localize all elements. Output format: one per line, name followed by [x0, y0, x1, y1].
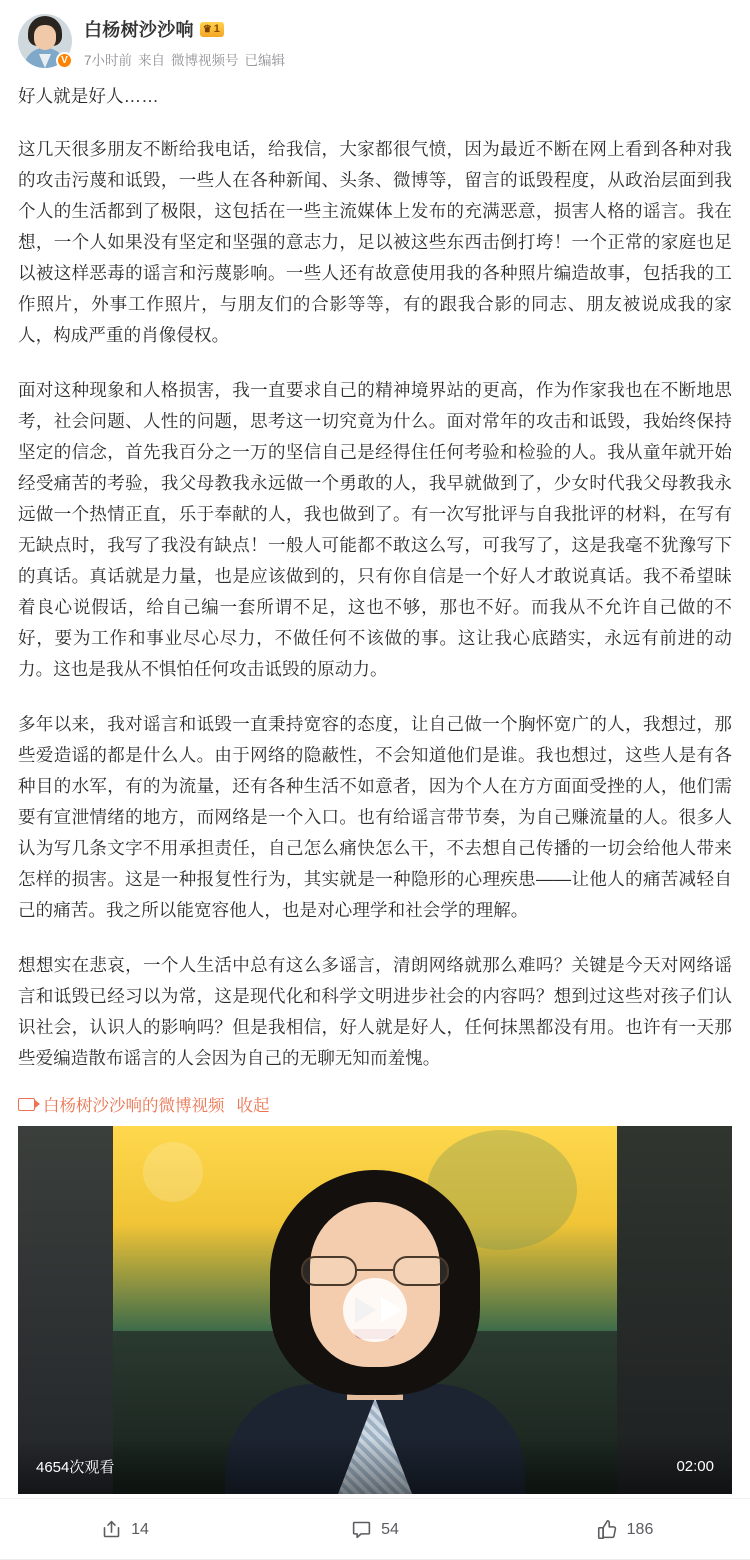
video-icon: [18, 1098, 35, 1111]
video-player[interactable]: [18, 1126, 732, 1494]
post-submeta: [84, 49, 285, 69]
post-paragraph-3: 面对这种现象和人格损害，我一直要求自己的精神境界站的更高，作为作家我也在不断地思考，社会问题、人性的问题，思考这一切究竟为什么。面对常年的攻击和诋毁，我始终保持坚定的信念，首先我百分之一万的坚信自己是经得住任何考验和检验的人。我从童年就开始经受痛苦的考验，我父母教我永远做一个勇敢的人，我早就做到了，少女时代我父母教我永远做一个热情正直，乐于奉献的人，我也做到了。有一次写批评与自我批评的材料，在写有无缺点时，我写了我没有缺点！一般人可能都不敢这么写，可我写了，这是我毫不犹豫写下的真话。真话就是力量，也是应该做到的，只有你自信是一个好人才敢说真话。我不希望昧着良心说假话，给自己编一套所谓不足，这也不够，那也不好。而我从不允许自己做的不好，要为工作和事业尽心尽力，不做任何不该做的事。这让我心底踏实，永远有前进的动力。这也是我从不惧怕任何攻击诋毁的原动力。: [18, 380, 732, 679]
action-bar: [0, 1498, 750, 1560]
author-row: [84, 16, 285, 42]
source-prefix: 来自: [138, 53, 166, 68]
video-view-count: 4654次观看: [36, 1458, 115, 1476]
avatar-face: [34, 25, 56, 50]
crown-icon: ♛: [202, 23, 212, 35]
verified-badge-icon: V: [56, 52, 73, 69]
post-paragraph-2: 这几天很多朋友不断给我电话，给我信，大家都很气愤，因为最近不断在网上看到各种对我的攻击污蔑和诋毁，一些人在各种新闻、头条、微博等，留言的诋毁程度，从政治层面到我个人的生活都到了极限，这包括在一些主流媒体上发布的充满恶意，损害人格的谣言。我在想，一个人如果没有坚定和坚强的意志力，足以被这些东西击倒打垮！一个正常的家庭也足以被这样恶毒的谣言和污蔑影响。一些人还有故意使用我的各种照片编造故事，包括我的工作照片，外事工作照片，与朋友们的合影等等，有的跟我合影的同志、朋友被说成我的家人，构成严重的肖像侵权。: [18, 139, 732, 345]
video-link-row[interactable]: [0, 1092, 750, 1116]
post-paragraph-1: 好人就是好人……: [18, 86, 159, 106]
post-header: [0, 0, 750, 75]
post-content: [0, 75, 750, 1074]
member-level: 1: [213, 22, 220, 35]
post-paragraph-4: 多年以来，我对谣言和诋毁一直秉持宽容的态度，让自己做一个胸怀宽广的人，我想过，那些爱造谣的都是什么人。由于网络的隐蔽性，不会知道他们是谁。我也想过，这些人是有各种目的水军，有的为流量，还有各种生活不如意者，因为个人在方方面面受挫的人，他们需要有宣泄情绪的地方，而网络是一个入口。也有给谣言带节奏，为自己赚流量的人。很多人认为写几条文字不用承担责任，自己怎么痛快怎么干，不去想自己传播的一切会给他人带来怎样的损害。这是一种报复性行为，其实就是一种隐形的心理疾患——让他人的痛苦减轻自己的痛苦。我之所以能宽容他人，也是对心理学和社会学的理解。: [18, 714, 732, 920]
avatar[interactable]: [18, 14, 72, 68]
share-count: 14: [131, 1520, 149, 1538]
collapse-link[interactable]: 收起: [236, 1097, 270, 1115]
play-icon[interactable]: [343, 1278, 407, 1342]
author-name[interactable]: 白杨树沙沙响: [84, 20, 194, 40]
post-timestamp: 7小时前: [84, 53, 133, 68]
glasses-lens-left: [301, 1256, 357, 1286]
glasses-lens-right: [393, 1256, 449, 1286]
post-paragraph-5: 想想实在悲哀，一个人生活中总有这么多谣言，清朗网络就那么难吗？关键是今天对网络谣言和诋毁已经习以为常，这是现代化和科学文明进步社会的内容吗？想到过这些对孩子们认识社会，认识人的影响吗？但是我相信，好人就是好人，任何抹黑都没有用。也许有一天那些爱编造散布谣言的人会因为自己的无聊无知而羞愧。: [18, 955, 732, 1068]
member-badge[interactable]: [200, 22, 224, 37]
post-source[interactable]: 微博视频号: [171, 53, 239, 68]
video-duration: 02:00: [676, 1457, 714, 1475]
play-triangle: [355, 1297, 376, 1323]
video-link-title[interactable]: 白杨树沙沙响的微博视频: [43, 1097, 225, 1115]
post-meta: [84, 14, 285, 69]
video-overlay-bar: [18, 1438, 732, 1494]
like-count: 186: [626, 1520, 654, 1538]
glasses-bridge: [357, 1269, 393, 1271]
comment-count: 54: [381, 1520, 399, 1538]
edited-flag: 已编辑: [244, 53, 286, 68]
